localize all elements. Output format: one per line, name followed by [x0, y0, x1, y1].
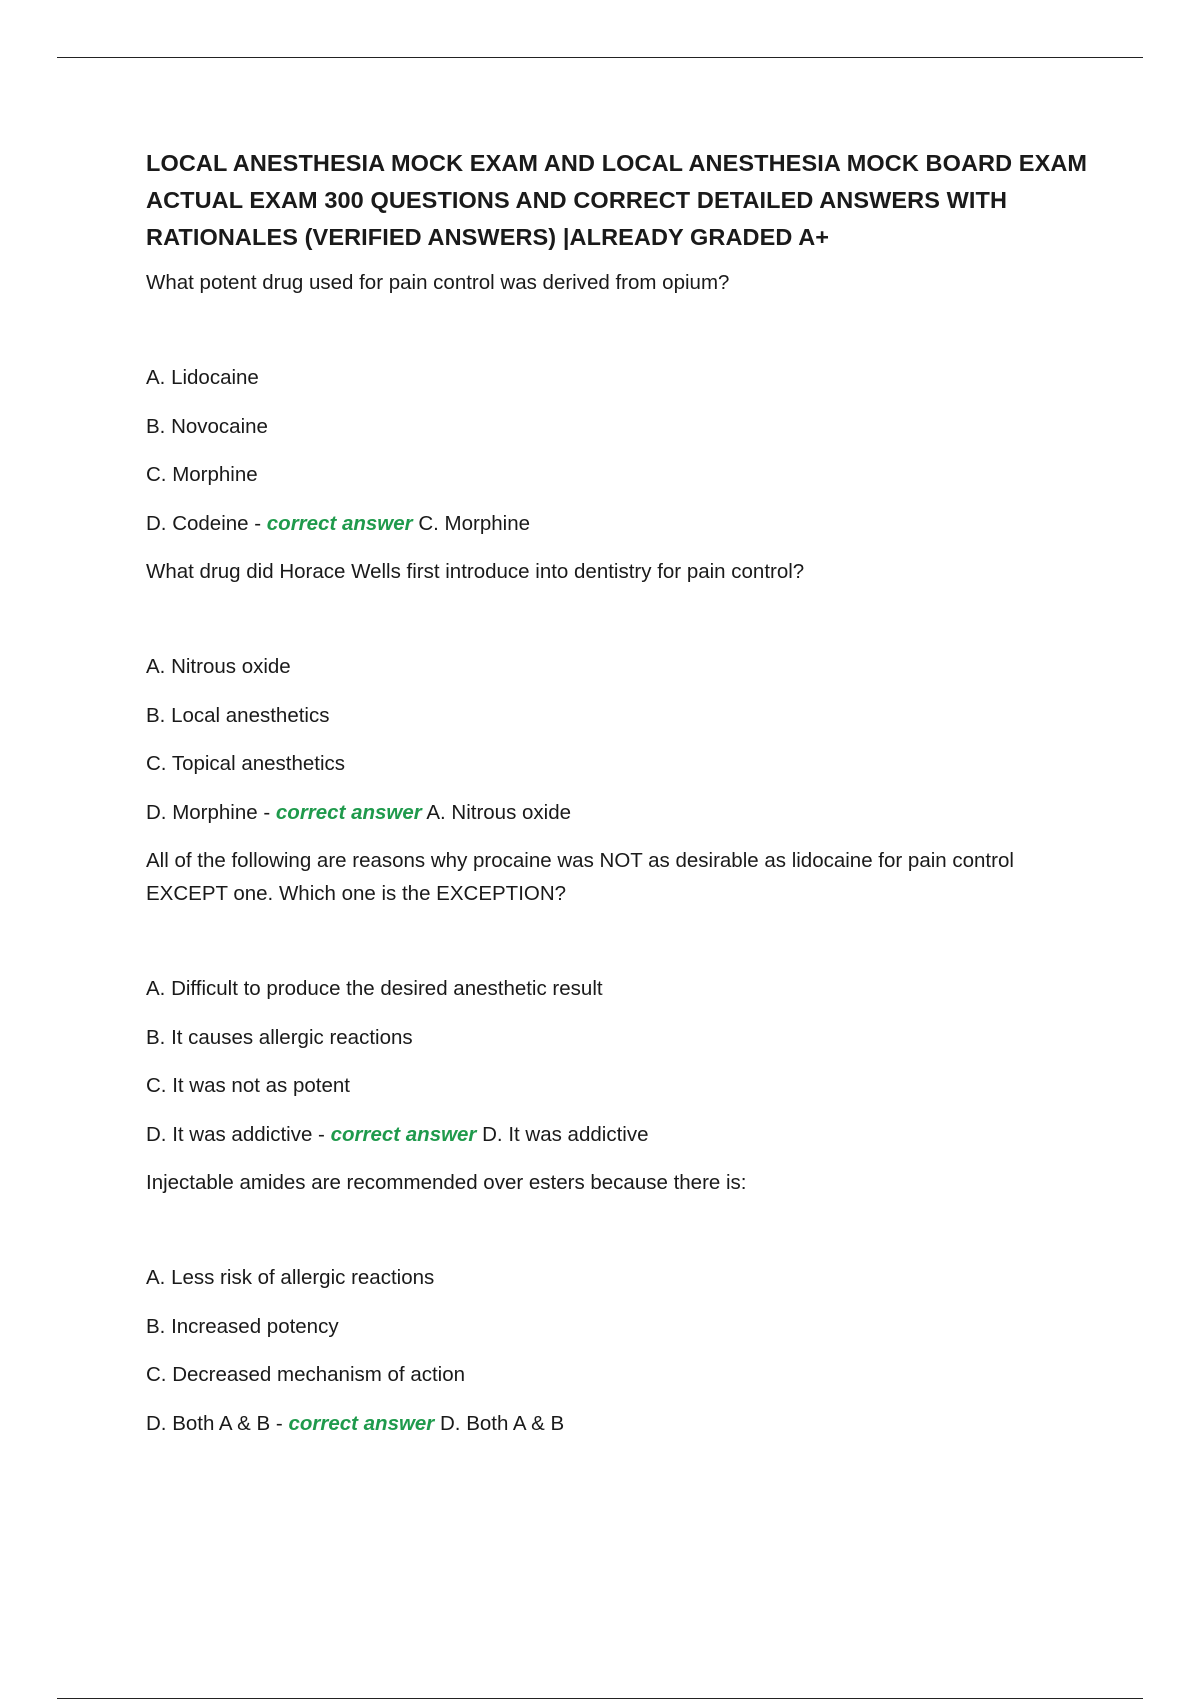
- option-c: C. Topical anesthetics: [146, 752, 346, 775]
- option-d: D. It was addictive: [146, 1122, 313, 1146]
- option-c: C. Decreased mechanism of action: [146, 1363, 466, 1386]
- document-title: LOCAL ANESTHESIA MOCK EXAM AND LOCAL ANESTHESIA MOCK BOARD EXAM ACTUAL EXAM 300 QUESTIONS AND CORRECT DETAILED ANSWERS WITH RATIONALES (VERIFIED ANSWERS) |ALREADY GRADED A+: [146, 150, 1088, 250]
- correct-answer-label: correct answer: [275, 800, 422, 824]
- option-a: A. Less risk of allergic reactions: [146, 1266, 435, 1289]
- question-text: What potent drug used for pain control was derived from opium?: [146, 271, 730, 294]
- option-d-with-answer: [146, 1407, 1096, 1440]
- header-rule: [57, 57, 1143, 58]
- option-d: D. Morphine: [146, 800, 258, 824]
- option-b: B. Increased potency: [146, 1314, 339, 1338]
- answer-value: A. Nitrous oxide: [426, 800, 572, 824]
- option-a: A. Lidocaine: [146, 366, 259, 389]
- option-a: A. Nitrous oxide: [146, 655, 291, 678]
- question-text: All of the following are reasons why procaine was NOT as desirable as lidocaine for pain control EXCEPT one. Which one is the EXCEPTION?: [146, 849, 1014, 905]
- option-d: D. Both A & B: [146, 1411, 271, 1435]
- correct-answer-label: correct answer: [330, 1122, 477, 1146]
- option-b: B. It causes allergic reactions: [146, 1025, 413, 1049]
- option-b: B. Local anesthetics: [146, 703, 330, 727]
- question-text: What drug did Horace Wells first introduce into dentistry for pain control?: [146, 560, 805, 583]
- answer-separator: -: [257, 800, 276, 824]
- answer-separator: -: [312, 1122, 331, 1146]
- option-a: A. Difficult to produce the desired anesthetic result: [146, 977, 603, 1000]
- correct-answer-label: correct answer: [288, 1411, 435, 1435]
- footer-rule: [57, 1698, 1143, 1699]
- document-body: [146, 145, 1096, 1455]
- option-d-with-answer: [146, 507, 1096, 540]
- option-c: C. Morphine: [146, 463, 258, 486]
- question-text: Injectable amides are recommended over esters because there is:: [146, 1171, 747, 1194]
- option-c: C. It was not as potent: [146, 1074, 350, 1097]
- option-d: D. Codeine: [146, 511, 249, 535]
- option-d-with-answer: [146, 1118, 1096, 1151]
- answer-separator: -: [270, 1411, 289, 1435]
- correct-answer-label: correct answer: [266, 511, 413, 535]
- answer-separator: -: [248, 511, 267, 535]
- option-d-with-answer: [146, 796, 1096, 829]
- answer-value: D. Both A & B: [440, 1411, 565, 1435]
- answer-value: D. It was addictive: [482, 1122, 649, 1146]
- option-b: B. Novocaine: [146, 414, 268, 438]
- answer-value: C. Morphine: [418, 511, 531, 535]
